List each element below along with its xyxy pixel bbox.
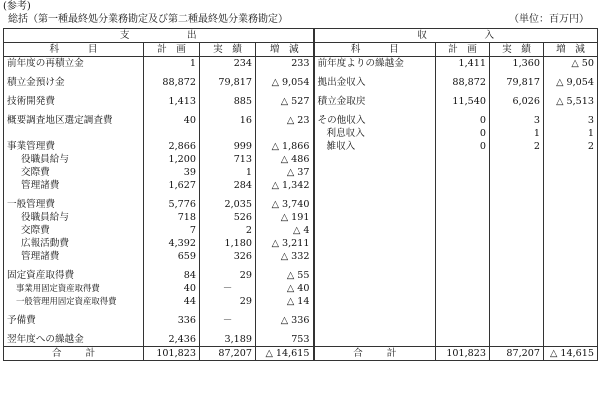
table-row — [4, 211, 598, 224]
revenue-change: 2 — [544, 140, 598, 153]
total-label — [4, 347, 144, 361]
revenue-plan — [436, 224, 490, 237]
col-plan-header: 計 画 — [436, 43, 490, 57]
revenue-change — [544, 153, 598, 166]
total-revenue-actual: 87,207 — [490, 347, 544, 361]
expenditure-change: △ 37 — [256, 166, 314, 179]
revenue-actual — [490, 269, 544, 282]
revenue-actual: 1,360 — [490, 57, 544, 71]
expenditure-item — [4, 127, 144, 140]
expenditure-item: 翌年度への繰越金 — [4, 333, 144, 347]
expenditure-plan: 1,627 — [144, 179, 200, 192]
revenue-change — [544, 314, 598, 327]
expenditure-item: 固定資産取得費 — [4, 269, 144, 282]
expenditure-change: △ 23 — [256, 114, 314, 127]
expenditure-actual: 713 — [200, 153, 256, 166]
total-revenue-change: △ 14,615 — [544, 347, 598, 361]
expenditure-item: 広報活動費 — [4, 237, 144, 250]
total-label — [314, 347, 436, 361]
revenue-item — [314, 224, 436, 237]
table-row — [4, 333, 598, 347]
table-row — [4, 224, 598, 237]
total-row — [4, 347, 598, 361]
revenue-plan — [436, 333, 490, 347]
expenditure-change: △ 9,054 — [256, 76, 314, 89]
revenue-change: 1 — [544, 127, 598, 140]
expenditure-actual: 2 — [200, 224, 256, 237]
col-change-header: 増 減 — [544, 43, 598, 57]
expenditure-plan — [144, 127, 200, 140]
total-label-second: 計 — [386, 348, 397, 359]
revenue-change — [544, 250, 598, 263]
expenditure-plan: 5,776 — [144, 198, 200, 211]
revenue-plan: 0 — [436, 114, 490, 127]
revenue-plan: 11,540 — [436, 95, 490, 108]
expenditure-actual: 29 — [200, 295, 256, 308]
expenditure-header: 支 出 — [4, 29, 314, 43]
revenue-item: 積立金取戻 — [314, 95, 436, 108]
expenditure-change: △ 4 — [256, 224, 314, 237]
header-column-row — [4, 43, 598, 57]
revenue-plan — [436, 179, 490, 192]
total-label-first: 合 — [51, 348, 62, 359]
expenditure-change: △ 40 — [256, 282, 314, 295]
revenue-actual: 3 — [490, 114, 544, 127]
total-revenue-plan: 101,823 — [436, 347, 490, 361]
revenue-actual — [490, 198, 544, 211]
revenue-change — [544, 295, 598, 308]
table-row — [4, 57, 598, 71]
revenue-plan — [436, 250, 490, 263]
expenditure-actual: 526 — [200, 211, 256, 224]
expenditure-actual — [200, 127, 256, 140]
table-row — [4, 95, 598, 108]
expenditure-plan: 84 — [144, 269, 200, 282]
expenditure-item: 事業管理費 — [4, 140, 144, 153]
expenditure-item: 管理諸費 — [4, 179, 144, 192]
revenue-plan — [436, 198, 490, 211]
table-row — [4, 282, 598, 295]
revenue-actual — [490, 333, 544, 347]
revenue-item — [314, 269, 436, 282]
expenditure-change: △ 527 — [256, 95, 314, 108]
revenue-actual — [490, 211, 544, 224]
expenditure-plan: 88,872 — [144, 76, 200, 89]
expenditure-actual: 1 — [200, 166, 256, 179]
caption: (参考) — [3, 1, 31, 12]
table-title: 総括（第一種最終処分業務勘定及び第二種最終処分業務勘定） — [8, 14, 288, 25]
expenditure-plan: 336 — [144, 314, 200, 327]
revenue-actual — [490, 314, 544, 327]
total-label-first: 合 — [353, 348, 363, 359]
table-row — [4, 153, 598, 166]
col-actual-header: 実 績 — [200, 43, 256, 57]
revenue-item: その他収入 — [314, 114, 436, 127]
revenue-plan — [436, 237, 490, 250]
expenditure-plan: 40 — [144, 282, 200, 295]
total-label-second: 計 — [85, 348, 96, 359]
table-row — [4, 179, 598, 192]
col-actual-header: 実 績 — [490, 43, 544, 57]
table-row — [4, 166, 598, 179]
expenditure-plan: 44 — [144, 295, 200, 308]
revenue-item — [314, 198, 436, 211]
expenditure-actual: 999 — [200, 140, 256, 153]
expenditure-plan: 2,436 — [144, 333, 200, 347]
revenue-item: 利息収入 — [314, 127, 436, 140]
expenditure-actual: 1,180 — [200, 237, 256, 250]
table-row — [4, 76, 598, 89]
expenditure-change — [256, 127, 314, 140]
revenue-actual: 1 — [490, 127, 544, 140]
revenue-change: 3 — [544, 114, 598, 127]
revenue-actual: 79,817 — [490, 76, 544, 89]
col-item-header: 科 目 — [4, 43, 144, 57]
expenditure-change: △ 3,211 — [256, 237, 314, 250]
expenditure-change: △ 332 — [256, 250, 314, 263]
expenditure-item: 概要調査地区選定調査費 — [4, 114, 144, 127]
revenue-actual — [490, 237, 544, 250]
revenue-change — [544, 333, 598, 347]
table-row — [4, 114, 598, 127]
revenue-plan: 0 — [436, 140, 490, 153]
expenditure-actual: 29 — [200, 269, 256, 282]
expenditure-change: △ 3,740 — [256, 198, 314, 211]
revenue-actual — [490, 179, 544, 192]
expenditure-change: △ 14 — [256, 295, 314, 308]
revenue-item — [314, 250, 436, 263]
revenue-actual — [490, 250, 544, 263]
expenditure-change: △ 55 — [256, 269, 314, 282]
revenue-change — [544, 179, 598, 192]
expenditure-change: △ 486 — [256, 153, 314, 166]
table-row — [4, 250, 598, 263]
revenue-item — [314, 295, 436, 308]
expenditure-item: 一般管理用固定資産取得費 — [4, 295, 144, 308]
revenue-actual — [490, 153, 544, 166]
expenditure-actual: 234 — [200, 57, 256, 71]
revenue-item — [314, 166, 436, 179]
expenditure-plan: 1 — [144, 57, 200, 71]
revenue-actual: 2 — [490, 140, 544, 153]
revenue-plan — [436, 295, 490, 308]
expenditure-item: 役職員給与 — [4, 211, 144, 224]
revenue-change: △ 50 — [544, 57, 598, 71]
revenue-plan — [436, 282, 490, 295]
revenue-item: 拠出金収入 — [314, 76, 436, 89]
expenditure-plan: 659 — [144, 250, 200, 263]
col-plan-header: 計 画 — [144, 43, 200, 57]
budget-table — [3, 28, 598, 361]
expenditure-plan: 39 — [144, 166, 200, 179]
revenue-plan: 1,411 — [436, 57, 490, 71]
expenditure-plan: 718 — [144, 211, 200, 224]
expenditure-change: 233 — [256, 57, 314, 71]
expenditure-item: 交際費 — [4, 166, 144, 179]
expenditure-actual: 2,035 — [200, 198, 256, 211]
expenditure-item: 前年度の再積立金 — [4, 57, 144, 71]
expenditure-change: △ 191 — [256, 211, 314, 224]
revenue-actual — [490, 295, 544, 308]
expenditure-actual: － — [200, 314, 256, 327]
revenue-plan: 88,872 — [436, 76, 490, 89]
revenue-item — [314, 211, 436, 224]
revenue-change — [544, 211, 598, 224]
revenue-plan — [436, 166, 490, 179]
expenditure-plan: 7 — [144, 224, 200, 237]
revenue-item — [314, 282, 436, 295]
header-section-row — [4, 29, 598, 43]
revenue-item — [314, 179, 436, 192]
col-item-header: 科 目 — [314, 43, 436, 57]
revenue-change — [544, 269, 598, 282]
revenue-change — [544, 237, 598, 250]
expenditure-item: 役職員給与 — [4, 153, 144, 166]
unit-label: （単位：百万円） — [509, 14, 589, 25]
expenditure-actual: － — [200, 282, 256, 295]
revenue-plan — [436, 269, 490, 282]
expenditure-item: 予備費 — [4, 314, 144, 327]
expenditure-change: △ 336 — [256, 314, 314, 327]
total-expenditure-change: △ 14,615 — [256, 347, 314, 361]
revenue-plan — [436, 211, 490, 224]
revenue-item — [314, 153, 436, 166]
table-row — [4, 295, 598, 308]
expenditure-plan: 4,392 — [144, 237, 200, 250]
expenditure-actual: 3,189 — [200, 333, 256, 347]
expenditure-change: △ 1,342 — [256, 179, 314, 192]
total-expenditure-plan: 101,823 — [144, 347, 200, 361]
expenditure-actual: 326 — [200, 250, 256, 263]
expenditure-item: 事業用固定資産取得費 — [4, 282, 144, 295]
revenue-actual — [490, 282, 544, 295]
expenditure-actual: 79,817 — [200, 76, 256, 89]
revenue-plan — [436, 314, 490, 327]
revenue-change — [544, 224, 598, 237]
revenue-change — [544, 166, 598, 179]
revenue-change — [544, 282, 598, 295]
revenue-item: 前年度よりの繰越金 — [314, 57, 436, 71]
revenue-item — [314, 333, 436, 347]
revenue-item — [314, 314, 436, 327]
table-row — [4, 269, 598, 282]
revenue-actual: 6,026 — [490, 95, 544, 108]
expenditure-item: 交際費 — [4, 224, 144, 237]
total-expenditure-actual: 87,207 — [200, 347, 256, 361]
expenditure-plan: 1,200 — [144, 153, 200, 166]
table-row — [4, 198, 598, 211]
table-row — [4, 314, 598, 327]
expenditure-item: 技術開発費 — [4, 95, 144, 108]
expenditure-item: 一般管理費 — [4, 198, 144, 211]
expenditure-change: △ 1,866 — [256, 140, 314, 153]
revenue-item — [314, 237, 436, 250]
revenue-item: 雑収入 — [314, 140, 436, 153]
revenue-change — [544, 198, 598, 211]
expenditure-change: 753 — [256, 333, 314, 347]
revenue-change: △ 5,513 — [544, 95, 598, 108]
expenditure-plan: 40 — [144, 114, 200, 127]
expenditure-item: 管理諸費 — [4, 250, 144, 263]
revenue-actual — [490, 166, 544, 179]
revenue-actual — [490, 224, 544, 237]
revenue-change: △ 9,054 — [544, 76, 598, 89]
expenditure-actual: 885 — [200, 95, 256, 108]
expenditure-actual: 16 — [200, 114, 256, 127]
expenditure-plan: 2,866 — [144, 140, 200, 153]
expenditure-actual: 284 — [200, 179, 256, 192]
expenditure-plan: 1,413 — [144, 95, 200, 108]
expenditure-item: 積立金預け金 — [4, 76, 144, 89]
col-change-header: 増 減 — [256, 43, 314, 57]
table-row — [4, 237, 598, 250]
revenue-plan — [436, 153, 490, 166]
revenue-plan: 0 — [436, 127, 490, 140]
table-row — [4, 127, 598, 140]
table-row — [4, 140, 598, 153]
revenue-header: 収 入 — [314, 29, 598, 43]
